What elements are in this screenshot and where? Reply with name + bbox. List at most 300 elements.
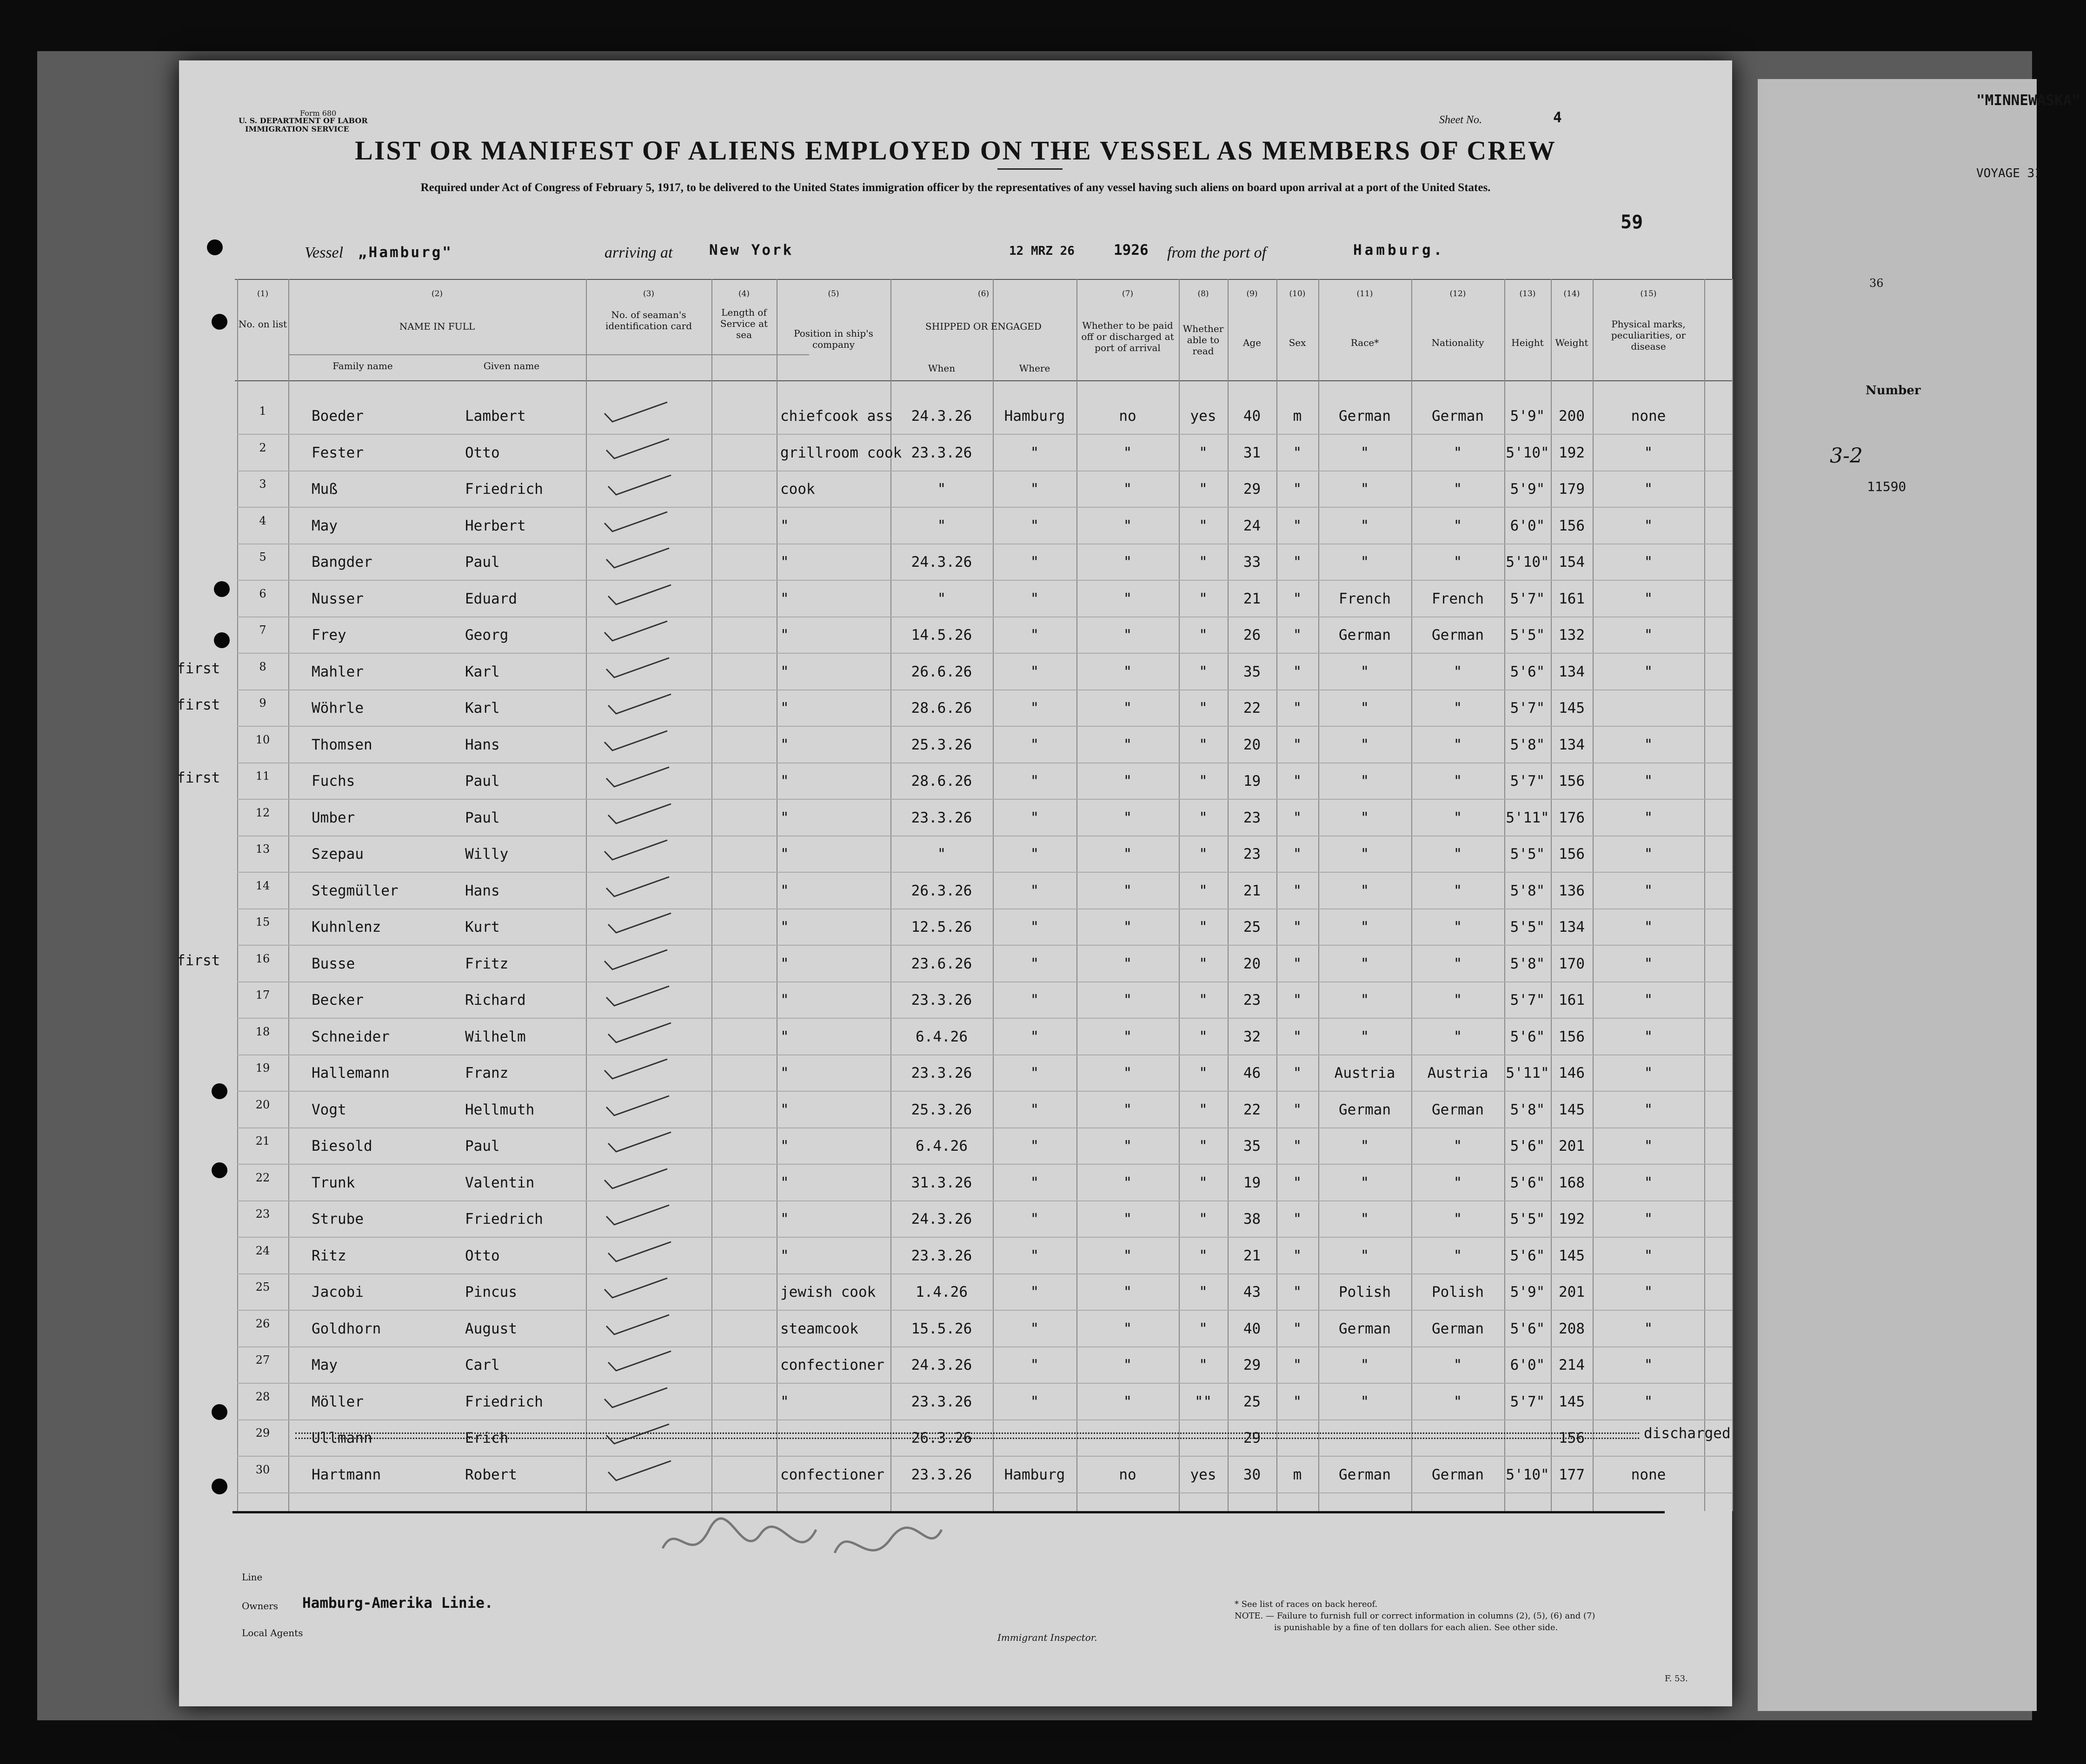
row-26-age: 40: [1243, 1320, 1261, 1337]
row-15-given: Kurt: [465, 919, 500, 935]
id-card-check-mark: [606, 471, 676, 499]
row-28-marks: ": [1644, 1393, 1653, 1410]
row-21-age: 35: [1243, 1138, 1261, 1154]
row-22-race: ": [1360, 1174, 1369, 1191]
row-12-where: ": [1030, 809, 1039, 826]
row-6-weight: 161: [1559, 590, 1585, 607]
row-3-age: 29: [1243, 481, 1261, 497]
binding-hole: [212, 1083, 227, 1099]
row-24-height: 5'6": [1510, 1247, 1545, 1264]
row-9-sex: ": [1293, 700, 1302, 716]
row-3-height: 5'9": [1510, 481, 1545, 497]
row-28-race: ": [1360, 1393, 1369, 1410]
row-11-read: ": [1199, 773, 1208, 789]
arrival-port: New York: [709, 242, 794, 259]
row-21-no: 21: [255, 1134, 270, 1147]
row-29-family: Ullmann: [312, 1430, 372, 1446]
row-15-sex: ": [1293, 919, 1302, 935]
row-24-race: ": [1360, 1247, 1369, 1264]
row-26-weight: 208: [1559, 1320, 1585, 1337]
row-divider: [237, 945, 1732, 946]
row-17-no: 17: [255, 988, 270, 1001]
row-10-age: 20: [1243, 736, 1261, 753]
row-10-given: Hans: [465, 736, 500, 753]
row-16-marks: ": [1644, 955, 1653, 972]
row-divider: [237, 1346, 1732, 1347]
row-28-read: "": [1194, 1393, 1212, 1410]
local-agents-label: Local Agents: [242, 1627, 303, 1638]
row-20-given: Hellmuth: [465, 1101, 535, 1118]
row-6-no: 6: [259, 587, 266, 600]
row-11-marks: ": [1644, 773, 1653, 789]
dept-line1: U. S. DEPARTMENT OF LABOR: [239, 116, 368, 125]
row-divider: [237, 1127, 1732, 1128]
row-19-race: Austria: [1334, 1065, 1395, 1081]
row-1-where: Hamburg: [1004, 408, 1065, 424]
id-card-check-mark: [602, 508, 672, 536]
row-10-race: ": [1360, 736, 1369, 753]
row-15-no: 15: [255, 915, 270, 928]
row-8-height: 5'6": [1510, 663, 1545, 680]
column-divider: [1704, 279, 1705, 1511]
row-26-no: 26: [255, 1317, 270, 1330]
row-22-height: 5'6": [1510, 1174, 1545, 1191]
row-divider: [237, 981, 1732, 982]
underlying-voyage: VOYAGE 31: [1976, 166, 2042, 180]
row-18-height: 5'6": [1510, 1028, 1545, 1045]
row-divider: [237, 1419, 1732, 1420]
row-22-sex: ": [1293, 1174, 1302, 1191]
row-30-read: yes: [1190, 1466, 1216, 1483]
row-18-read: ": [1199, 1028, 1208, 1045]
row-1-when: 24.3.26: [911, 408, 972, 424]
row-23-when: 24.3.26: [911, 1211, 972, 1227]
row-divider: [237, 799, 1732, 800]
underlying-number-label: Number: [1866, 384, 1921, 398]
margin-note-first: first: [177, 660, 220, 677]
row-12-marks: ": [1644, 809, 1653, 826]
row-24-when: 23.3.26: [911, 1247, 972, 1264]
column-number: (9): [1246, 289, 1258, 298]
row-16-read: ": [1199, 955, 1208, 972]
row-15-paid: ": [1123, 919, 1132, 935]
row-16-sex: ": [1293, 955, 1302, 972]
header-paid-off: Whether to be paid off or discharged at port of arrival: [1081, 320, 1174, 353]
row-23-read: ": [1199, 1211, 1208, 1227]
row-20-paid: ": [1123, 1101, 1132, 1118]
row-18-paid: ": [1123, 1028, 1132, 1045]
row-13-weight: 156: [1559, 846, 1585, 862]
header-no-on-list: No. on list: [238, 318, 287, 330]
row-22-age: 19: [1243, 1174, 1261, 1191]
id-card-check-mark: [602, 1384, 672, 1412]
row-divider: [237, 1456, 1732, 1457]
row-3-no: 3: [259, 477, 266, 491]
row-5-race: ": [1360, 554, 1369, 570]
row-11-when: 28.6.26: [911, 773, 972, 789]
row-6-height: 5'7": [1510, 590, 1545, 607]
row-3-marks: ": [1644, 481, 1653, 497]
row-25-no: 25: [255, 1280, 270, 1293]
row-14-marks: ": [1644, 882, 1653, 899]
fine-note-1: NOTE. — Failure to furnish full or correct information in columns (2), (5), (6) and (7): [1235, 1611, 1595, 1621]
row-13-family: Szepau: [312, 846, 364, 862]
row-25-race: Polish: [1339, 1284, 1391, 1300]
id-card-check-mark: [604, 435, 674, 463]
underlying-sheet-light: [1758, 79, 2037, 1711]
row-19-age: 46: [1243, 1065, 1261, 1081]
arrival-year: 1926: [1114, 242, 1149, 259]
row-10-height: 5'8": [1510, 736, 1545, 753]
binding-hole: [207, 239, 223, 255]
from-port: Hamburg.: [1353, 242, 1445, 259]
row-22-marks: ": [1644, 1174, 1653, 1191]
header-service: Length of Service at sea: [720, 307, 768, 340]
row-1-sex: m: [1293, 408, 1302, 424]
row-20-race: German: [1339, 1101, 1391, 1118]
row-3-weight: 179: [1559, 481, 1585, 497]
row-6-paid: ": [1123, 590, 1132, 607]
row-5-sex: ": [1293, 554, 1302, 570]
row-23-family: Strube: [312, 1211, 364, 1227]
row-8-family: Mahler: [312, 663, 364, 680]
row-11-sex: ": [1293, 773, 1302, 789]
row-23-paid: ": [1123, 1211, 1132, 1227]
row-23-race: ": [1360, 1211, 1369, 1227]
row-13-race: ": [1360, 846, 1369, 862]
row-2-weight: 192: [1559, 444, 1585, 461]
row-4-when: ": [937, 517, 946, 534]
row-17-marks: ": [1644, 992, 1653, 1008]
underlying-vessel: "MINNEWASKA": [1976, 92, 2080, 109]
row-9-no: 9: [259, 696, 266, 710]
row-30-given: Robert: [465, 1466, 517, 1483]
inspector-label: Immigrant Inspector.: [997, 1632, 1097, 1643]
row-17-height: 5'7": [1510, 992, 1545, 1008]
row-14-sex: ": [1293, 882, 1302, 899]
row-26-marks: ": [1644, 1320, 1653, 1337]
row-5-weight: 154: [1559, 554, 1585, 570]
row-24-position: ": [780, 1247, 789, 1264]
row-24-sex: ": [1293, 1247, 1302, 1264]
row-24-no: 24: [255, 1244, 270, 1257]
row-27-height: 6'0": [1510, 1357, 1545, 1373]
row-11-paid: ": [1123, 773, 1132, 789]
row-divider: [237, 1054, 1732, 1055]
owners-value: Hamburg-Amerika Linie.: [302, 1595, 493, 1611]
dept-line2: IMMIGRATION SERVICE: [245, 125, 349, 133]
row-25-read: ": [1199, 1284, 1208, 1300]
row-28-given: Friedrich: [465, 1393, 543, 1410]
row-20-sex: ": [1293, 1101, 1302, 1118]
races-note: * See list of races on back hereof.: [1235, 1599, 1378, 1609]
row-20-no: 20: [255, 1098, 270, 1111]
row-15-nat: ": [1453, 919, 1462, 935]
row-28-age: 25: [1243, 1393, 1261, 1410]
header-bottom-border: [235, 380, 1732, 381]
row-30-when: 23.3.26: [911, 1466, 972, 1483]
inspector-signature: [649, 1511, 951, 1581]
header-where: Where: [1019, 363, 1050, 374]
row-divider: [237, 1310, 1732, 1311]
row-23-nat: ": [1453, 1211, 1462, 1227]
id-card-check-mark: [604, 1092, 674, 1120]
row-21-weight: 201: [1559, 1138, 1585, 1154]
row-14-when: 26.3.26: [911, 882, 972, 899]
row-9-weight: 145: [1559, 700, 1585, 716]
row-14-position: ": [780, 882, 789, 899]
row-21-paid: ": [1123, 1138, 1132, 1154]
row-25-weight: 201: [1559, 1284, 1585, 1300]
row-11-height: 5'7": [1510, 773, 1545, 789]
row-29-age: 29: [1243, 1430, 1261, 1446]
row-22-nat: ": [1453, 1174, 1462, 1191]
row-20-family: Vogt: [312, 1101, 346, 1118]
header-marks: Physical marks, peculiarities, or disease: [1611, 318, 1686, 352]
row-5-nat: ": [1453, 554, 1462, 570]
column-number: (13): [1519, 289, 1536, 298]
row-1-given: Lambert: [465, 408, 526, 424]
row-5-age: 33: [1243, 554, 1261, 570]
row-28-height: 5'7": [1510, 1393, 1545, 1410]
row-10-no: 10: [255, 733, 270, 746]
row-16-height: 5'8": [1510, 955, 1545, 972]
row-4-paid: ": [1123, 517, 1132, 534]
row-20-height: 5'8": [1510, 1101, 1545, 1118]
column-divider: [586, 279, 587, 1511]
row-17-race: ": [1360, 992, 1369, 1008]
row-17-nat: ": [1453, 992, 1462, 1008]
form-number: Form 680: [300, 109, 337, 118]
row-divider: [237, 1237, 1732, 1238]
list-number: 59: [1621, 212, 1643, 233]
margin-note-first: first: [177, 696, 220, 713]
row-19-given: Franz: [465, 1065, 509, 1081]
row-4-no: 4: [259, 514, 266, 527]
row-2-height: 5'10": [1506, 444, 1549, 461]
row-29-marks: discharged: [1644, 1425, 1731, 1442]
row-12-when: 23.3.26: [911, 809, 972, 826]
header-sex: Sex: [1289, 337, 1306, 348]
row-2-nat: ": [1453, 444, 1462, 461]
row-1-marks: none: [1631, 408, 1666, 424]
row-divider: [237, 872, 1732, 873]
sheet-number: 4: [1553, 109, 1562, 126]
row-22-given: Valentin: [465, 1174, 535, 1191]
id-card-check-mark: [602, 727, 672, 755]
row-20-when: 25.3.26: [911, 1101, 972, 1118]
row-20-read: ": [1199, 1101, 1208, 1118]
sheet-label: Sheet No.: [1439, 114, 1482, 126]
row-18-weight: 156: [1559, 1028, 1585, 1045]
row-10-paid: ": [1123, 736, 1132, 753]
row-9-family: Wöhrle: [312, 700, 364, 716]
row-10-when: 25.3.26: [911, 736, 972, 753]
row-5-family: Bangder: [312, 554, 372, 570]
row-10-family: Thomsen: [312, 736, 372, 753]
row-divider: [237, 580, 1732, 581]
row-7-where: ": [1030, 627, 1039, 643]
row-19-nat: Austria: [1427, 1065, 1488, 1081]
column-divider: [711, 279, 712, 1511]
id-card-check-mark: [606, 800, 676, 828]
row-13-when: ": [937, 846, 946, 862]
strike-through-line: [295, 1432, 1639, 1439]
row-7-weight: 132: [1559, 627, 1585, 643]
row-23-position: ": [780, 1211, 789, 1227]
row-4-marks: ": [1644, 517, 1653, 534]
row-14-given: Hans: [465, 882, 500, 899]
row-16-nat: ": [1453, 955, 1462, 972]
row-21-marks: ": [1644, 1138, 1653, 1154]
row-28-weight: 145: [1559, 1393, 1585, 1410]
row-3-nat: ": [1453, 481, 1462, 497]
row-27-read: ": [1199, 1357, 1208, 1373]
row-12-age: 23: [1243, 809, 1261, 826]
row-21-sex: ": [1293, 1138, 1302, 1154]
row-divider: [237, 1018, 1732, 1019]
row-19-read: ": [1199, 1065, 1208, 1081]
row-20-where: ": [1030, 1101, 1039, 1118]
row-21-where: ": [1030, 1138, 1039, 1154]
row-9-race: ": [1360, 700, 1369, 716]
row-27-where: ": [1030, 1357, 1039, 1373]
row-9-age: 22: [1243, 700, 1261, 716]
id-card-check-mark: [602, 617, 672, 645]
row-27-given: Carl: [465, 1357, 500, 1373]
row-5-where: ": [1030, 554, 1039, 570]
header-when: When: [928, 363, 956, 374]
header-weight: Weight: [1555, 337, 1588, 348]
row-divider: [237, 653, 1732, 654]
row-divider: [237, 1164, 1732, 1165]
row-8-given: Karl: [465, 663, 500, 680]
row-16-age: 20: [1243, 955, 1261, 972]
row-10-position: ": [780, 736, 789, 753]
row-11-age: 19: [1243, 773, 1261, 789]
row-24-where: ": [1030, 1247, 1039, 1264]
row-21-height: 5'6": [1510, 1138, 1545, 1154]
id-card-check-mark: [602, 946, 672, 974]
row-8-race: ": [1360, 663, 1369, 680]
id-card-check-mark: [606, 690, 676, 718]
row-17-when: 23.3.26: [911, 992, 972, 1008]
id-card-check-mark: [604, 1201, 674, 1229]
row-18-age: 32: [1243, 1028, 1261, 1045]
row-7-family: Frey: [312, 627, 346, 643]
row-24-age: 21: [1243, 1247, 1261, 1264]
row-7-age: 26: [1243, 627, 1261, 643]
row-5-paid: ": [1123, 554, 1132, 570]
row-14-race: ": [1360, 882, 1369, 899]
row-3-paid: ": [1123, 481, 1132, 497]
row-24-nat: ": [1453, 1247, 1462, 1264]
row-9-when: 28.6.26: [911, 700, 972, 716]
row-26-given: August: [465, 1320, 517, 1337]
header-name-in-full: NAME IN FULL: [399, 321, 475, 332]
row-17-where: ": [1030, 992, 1039, 1008]
row-21-race: ": [1360, 1138, 1369, 1154]
row-divider: [237, 434, 1732, 435]
row-25-nat: Polish: [1432, 1284, 1484, 1300]
row-14-weight: 136: [1559, 882, 1585, 899]
row-11-no: 11: [255, 769, 270, 783]
header-id-card: No. of seaman's identification card: [605, 309, 692, 332]
row-20-marks: ": [1644, 1101, 1653, 1118]
row-13-sex: ": [1293, 846, 1302, 862]
manifest-title: LIST OR MANIFEST OF ALIENS EMPLOYED ON THE VESSEL AS MEMBERS OF CREW: [355, 135, 1556, 166]
row-12-race: ": [1360, 809, 1369, 826]
column-number: (15): [1640, 289, 1657, 298]
row-13-read: ": [1199, 846, 1208, 862]
row-25-age: 43: [1243, 1284, 1261, 1300]
column-number: (10): [1289, 289, 1306, 298]
row-13-age: 23: [1243, 846, 1261, 862]
row-15-position: ": [780, 919, 789, 935]
row-30-position: confectioner: [780, 1466, 884, 1483]
row-2-marks: ": [1644, 444, 1653, 461]
row-6-age: 21: [1243, 590, 1261, 607]
row-13-height: 5'5": [1510, 846, 1545, 862]
row-16-when: 23.6.26: [911, 955, 972, 972]
id-card-check-mark: [606, 1457, 676, 1485]
row-15-where: ": [1030, 919, 1039, 935]
row-23-sex: ": [1293, 1211, 1302, 1227]
row-27-nat: ": [1453, 1357, 1462, 1373]
binding-hole: [212, 1479, 227, 1494]
row-19-no: 19: [255, 1061, 270, 1074]
header-read: Whether able to read: [1183, 323, 1224, 357]
column-divider: [1732, 279, 1733, 1511]
header-position: Position in ship's company: [794, 328, 873, 350]
row-3-given: Friedrich: [465, 481, 543, 497]
id-card-check-mark: [602, 1274, 672, 1302]
row-9-read: ": [1199, 700, 1208, 716]
row-16-family: Busse: [312, 955, 355, 972]
row-12-sex: ": [1293, 809, 1302, 826]
row-28-nat: ": [1453, 1393, 1462, 1410]
id-card-check-mark: [604, 544, 674, 572]
row-14-read: ": [1199, 882, 1208, 899]
row-7-position: ": [780, 627, 789, 643]
row-18-given: Wilhelm: [465, 1028, 526, 1045]
row-4-nat: ": [1453, 517, 1462, 534]
row-28-paid: ": [1123, 1393, 1132, 1410]
column-divider: [288, 279, 289, 1511]
row-3-family: Muß: [312, 481, 338, 497]
row-17-given: Richard: [465, 992, 526, 1008]
row-24-read: ": [1199, 1247, 1208, 1264]
row-6-race: French: [1339, 590, 1391, 607]
row-27-age: 29: [1243, 1357, 1261, 1373]
id-card-check-mark: [604, 654, 674, 682]
row-19-family: Hallemann: [312, 1065, 390, 1081]
row-8-sex: ": [1293, 663, 1302, 680]
row-8-nat: ": [1453, 663, 1462, 680]
vessel-label: Vessel: [305, 244, 344, 261]
column-number: (2): [431, 289, 443, 298]
row-26-family: Goldhorn: [312, 1320, 381, 1337]
id-card-check-mark: [606, 1019, 676, 1047]
row-17-paid: ": [1123, 992, 1132, 1008]
row-7-height: 5'5": [1510, 627, 1545, 643]
row-21-family: Biesold: [312, 1138, 372, 1154]
row-22-family: Trunk: [312, 1174, 355, 1191]
row-23-weight: 192: [1559, 1211, 1585, 1227]
row-14-paid: ": [1123, 882, 1132, 899]
row-30-marks: none: [1631, 1466, 1666, 1483]
row-30-family: Hartmann: [312, 1466, 381, 1483]
